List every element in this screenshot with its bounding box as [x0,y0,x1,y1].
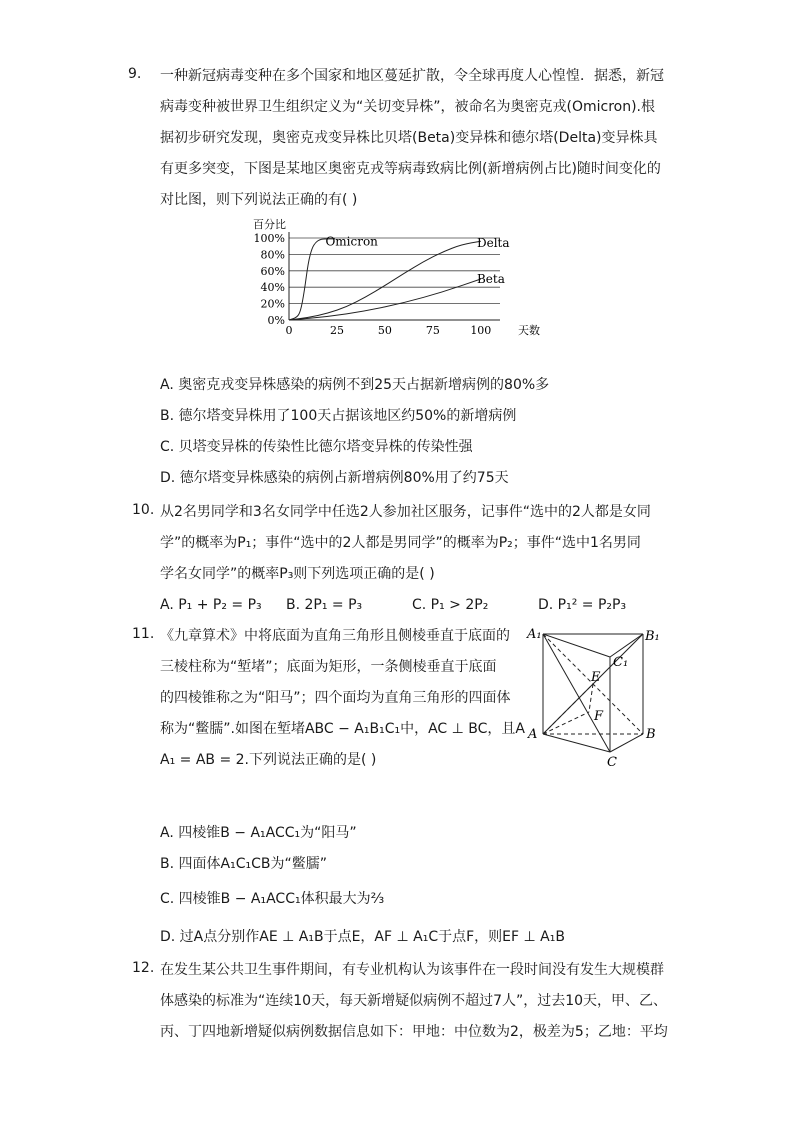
option-a[interactable]: A. 四棱锥B − A₁ACC₁为“阳马” [160,825,357,841]
y-tick-label: 20% [260,297,285,311]
series-label-omicron: Omicron [325,234,378,249]
prism-svg [525,624,665,769]
question-text-line: 有更多突变，下图是某地区奥密克戎等病毒致病比例(新增病例占比)随时间变化的 [160,161,661,177]
question-number: 12. [132,960,155,976]
series-line-delta [289,241,481,320]
question-text-line: 一种新冠病毒变种在多个国家和地区蔓延扩散，令全球再度人心惶惶．据悉，新冠 [160,68,664,84]
y-tick-label: 40% [260,281,285,295]
option-d[interactable]: D. P₁² = P₂P₃ [538,597,627,613]
question-text-line: 《九章算术》中将底面为直角三角形且侧棱垂直于底面的 [160,628,510,644]
question-text-line: 丙、丁四地新增疑似病例数据信息如下：甲地：中位数为2，极差为5；乙地：平均 [160,1024,668,1040]
question-text-line: 学名女同学”的概率P₃则下列选项正确的是( ) [160,566,435,582]
option-d[interactable]: D. 过A点分别作AE ⊥ A₁B于点E，AF ⊥ A₁C于点F，则EF ⊥ A₁B [160,929,565,945]
option-b[interactable]: B. 四面体A₁C₁CB为“鳖臑” [160,856,327,872]
label-c: C [607,755,617,769]
option-b[interactable]: B. 2P₁ = P₃ [286,597,363,613]
y-tick-label: 80% [260,248,285,262]
option-b[interactable]: B. 德尔塔变异株用了100天占据该地区约50%的新增病例 [160,408,517,424]
question-text-line: 在发生某公共卫生事件期间，有专业机构认为该事件在一段时间没有发生大规模群 [160,962,664,978]
label-b: B [646,727,656,742]
question-text-line: A₁ = AB = 2.下列说法正确的是( ) [160,752,377,768]
question-text-line: 病毒变种被世界卫生组织定义为“关切变异株”，被命名为奥密克戎(Omicron).根 [160,99,656,115]
option-a[interactable]: A. P₁ + P₂ = P₃ [160,597,262,613]
series-label-delta: Delta [476,235,510,250]
question-number: 9. [128,66,142,82]
question-text-line: 体感染的标准为“连续10天，每天新增疑似病例不超过7人”，过去10天，甲、乙、 [160,993,668,1009]
y-axis-label: 百分比 [253,218,286,231]
option-c[interactable]: C. 四棱锥B − A₁ACC₁体积最大为⅔ [160,891,385,907]
variant-ratio-chart [245,212,555,346]
y-tick-label: 60% [260,264,285,278]
question-number: 11. [132,626,155,642]
series-line-omicron [289,239,335,320]
question-text-line: 从2名男同学和3名女同学中任选2人参加社区服务，记事件“选中的2人都是女同 [160,504,651,520]
x-tick-label: 0 [285,324,293,337]
chart-svg [245,212,555,342]
question-number: 10. [132,502,155,518]
question-text-line: 的四棱锥称之为“阳马”；四个面均为直角三角形的四面体 [160,690,511,706]
question-text-line: 据初步研究发现，奥密克戎变异株比贝塔(Beta)变异株和德尔塔(Delta)变异株具 [160,130,658,146]
question-text-line: 对比图，则下列说法正确的有( ) [160,192,358,208]
y-tick-label: 100% [253,232,285,245]
label-a: A [528,727,538,742]
question-text-line: 学”的概率为P₁；事件“选中的2人都是男同学”的概率为P₂；事件“选中1名男同 [160,535,641,551]
x-tick-label: 50 [377,324,392,337]
series-label-beta: Beta [476,272,505,286]
question-text-line: 称为“鳖臑”.如图在堑堵ABC − A₁B₁C₁中，AC ⊥ BC，且A [160,721,526,737]
y-tick-label: 0% [267,314,285,327]
option-c[interactable]: C. P₁ > 2P₂ [412,597,489,613]
label-f: F [594,709,604,724]
x-axis-label: 天数 [518,324,540,337]
label-c1: C₁ [613,655,629,670]
x-tick-label: 100 [470,324,492,337]
x-tick-label: 75 [425,324,440,337]
option-a[interactable]: A. 奥密克戎变异株感染的病例不到25天占据新增病例的80%多 [160,377,550,393]
question-text-line: 三棱柱称为“堑堵”；底面为矩形，一条侧棱垂直于底面 [160,659,497,675]
prism-figure [525,624,665,773]
option-c[interactable]: C. 贝塔变异株的传染性比德尔塔变异株的传染性强 [160,439,473,455]
label-b1: B₁ [645,629,660,644]
option-d[interactable]: D. 德尔塔变异株感染的病例占新增病例80%用了约75天 [160,470,509,486]
x-tick-label: 25 [329,324,344,337]
label-e: E [591,670,601,685]
label-a1: A₁ [527,627,542,642]
